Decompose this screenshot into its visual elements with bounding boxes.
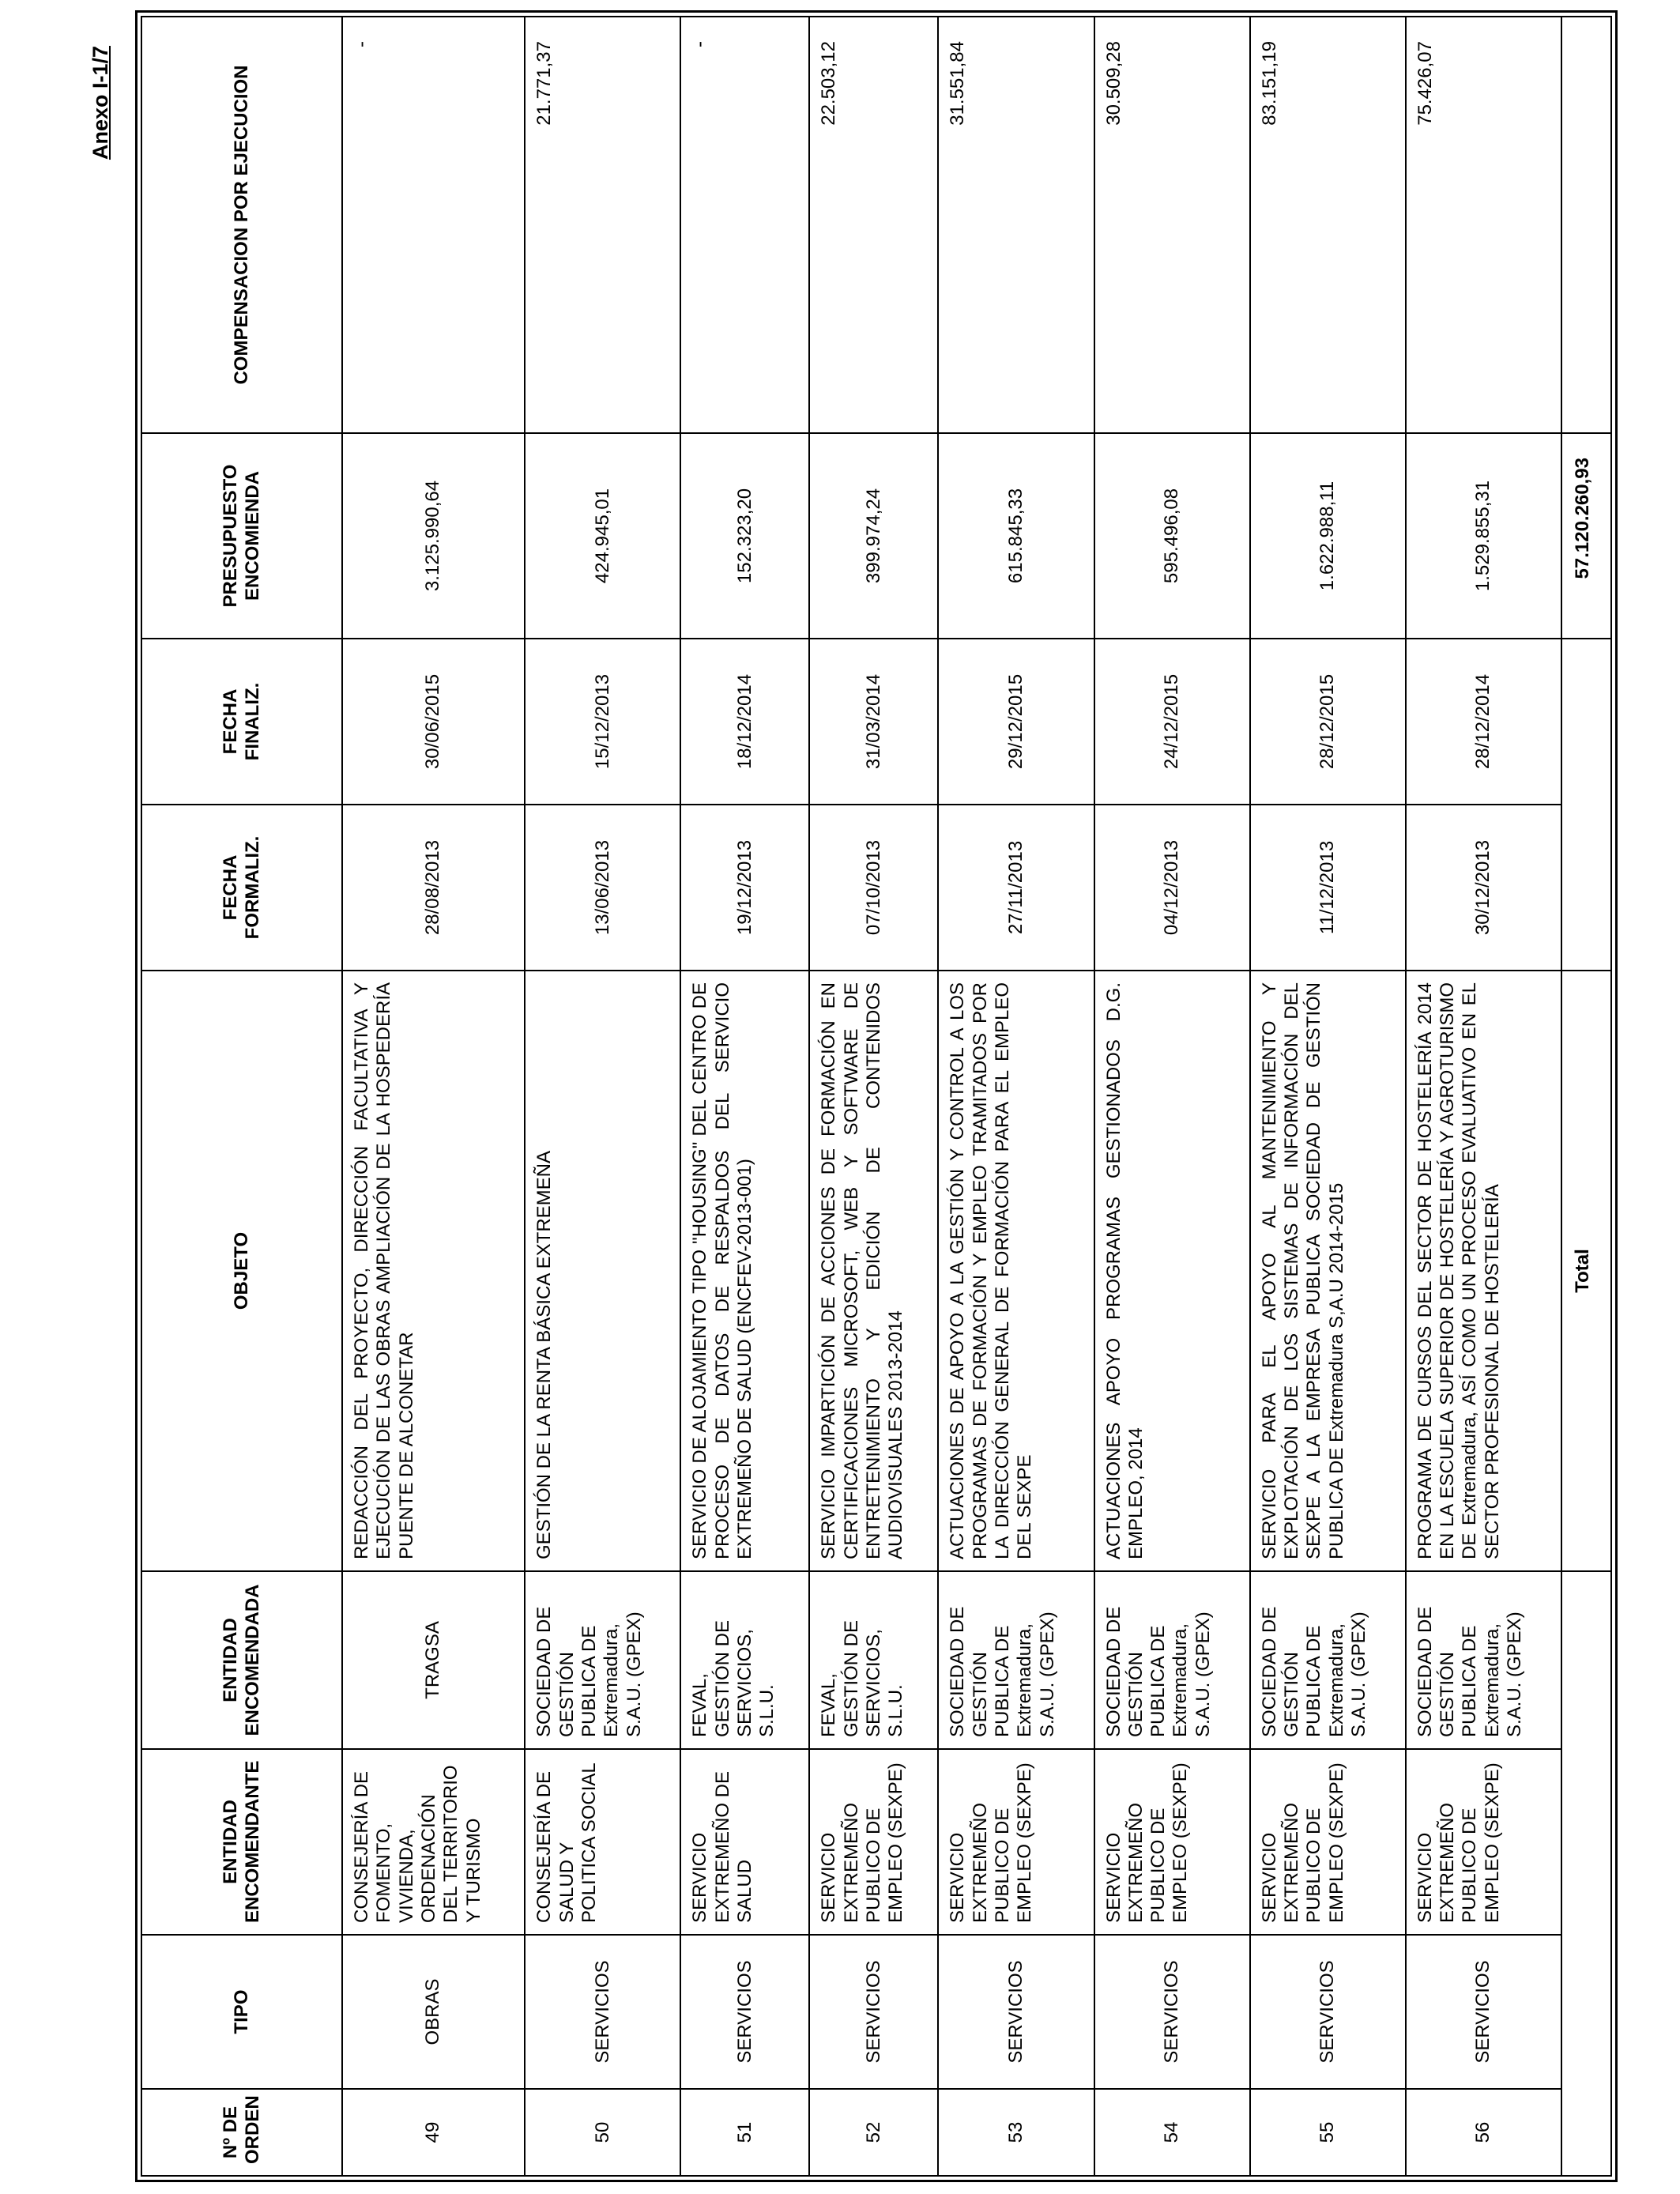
table-row [680, 17, 809, 2176]
cell-finaliz: 28/12/2014 [1406, 639, 1561, 805]
cell-encomendante: SERVICIO EXTREMEÑO PUBLICO DE EMPLEO (SEXPE) [809, 1749, 938, 1935]
cell-presupuesto: 615.845,33 [938, 433, 1094, 639]
cell-orden: 49 [342, 2089, 525, 2176]
table-row [342, 17, 525, 2176]
cell-encomendada: TRAGSA [342, 1571, 525, 1749]
cell-orden: 56 [1406, 2089, 1561, 2176]
cell-encomendada: FEVAL, GESTIÓN DE SERVICIOS, S.L.U. [680, 1571, 809, 1749]
cell-formaliz: 13/06/2013 [525, 805, 680, 971]
cell-encomendada: SOCIEDAD DE GESTIÓN PUBLICA DE Extremadura, S.A.U. (GPEX) [525, 1571, 680, 1749]
cell-orden: 50 [525, 2089, 680, 2176]
cell-finaliz: 24/12/2015 [1094, 639, 1250, 805]
cell-finaliz: 28/12/2015 [1250, 639, 1406, 805]
cell-compensacion: - [342, 17, 525, 433]
header-presupuesto: PRESUPUESTO ENCOMIENDA [141, 433, 342, 639]
cell-finaliz: 30/06/2015 [342, 639, 525, 805]
cell-encomendada: SOCIEDAD DE GESTIÓN PUBLICA DE Extremadura, S.A.U. (GPEX) [1250, 1571, 1406, 1749]
cell-finaliz: 29/12/2015 [938, 639, 1094, 805]
cell-compensacion: 83.151,19 [1250, 17, 1406, 433]
cell-compensacion: 30.509,28 [1094, 17, 1250, 433]
header-objeto: OBJETO [141, 971, 342, 1571]
cell-presupuesto: 1.529.855,31 [1406, 433, 1561, 639]
cell-encomendante: SERVICIO EXTREMEÑO PUBLICO DE EMPLEO (SEXPE) [1250, 1749, 1406, 1935]
cell-finaliz: 18/12/2014 [680, 639, 809, 805]
header-tipo: TIPO [141, 1935, 342, 2089]
cell-tipo: SERVICIOS [1094, 1935, 1250, 2089]
cell-formaliz: 07/10/2013 [809, 805, 938, 971]
encomiendas-table [141, 16, 1612, 2177]
table-row [809, 17, 938, 2176]
total-blank-right [1561, 17, 1611, 433]
cell-formaliz: 27/11/2013 [938, 805, 1094, 971]
cell-encomendada: SOCIEDAD DE GESTIÓN PUBLICA DE Extremadura, S.A.U. (GPEX) [938, 1571, 1094, 1749]
header-orden: Nº DE ORDEN [141, 2089, 342, 2176]
table-row [525, 17, 680, 2176]
cell-finaliz: 31/03/2014 [809, 639, 938, 805]
cell-tipo: SERVICIOS [1406, 1935, 1561, 2089]
total-row [1561, 17, 1611, 2176]
cell-formaliz: 30/12/2013 [1406, 805, 1561, 971]
cell-compensacion: 21.771,37 [525, 17, 680, 433]
table-row [1094, 17, 1250, 2176]
cell-objeto: ACTUACIONES DE APOYO A LA GESTIÓN Y CONTROL A LOS PROGRAMAS DE FORMACIÓN Y EMPLEO TRAMITADOS POR LA DIRECCIÓN GENERAL DE FORMACIÓN PARA EL EMPLEO DEL SEXPE [938, 971, 1094, 1571]
cell-finaliz: 15/12/2013 [525, 639, 680, 805]
header-formaliz: FECHA FORMALIZ. [141, 805, 342, 971]
header-finaliz: FECHA FINALIZ. [141, 639, 342, 805]
total-label: Total [1561, 971, 1611, 1571]
annex-label: Anexo I-1/7 [89, 46, 112, 160]
cell-encomendada: SOCIEDAD DE GESTIÓN PUBLICA DE Extremadura, S.A.U. (GPEX) [1406, 1571, 1561, 1749]
cell-formaliz: 19/12/2013 [680, 805, 809, 971]
table-row [938, 17, 1094, 2176]
cell-objeto: SERVICIO PARA EL APOYO AL MANTENIMIENTO Y EXPLOTACIÓN DE LOS SISTEMAS DE INFORMACIÓN DEL SEXPE A LA EMPRESA PUBLICA SOCIEDAD DE GESTIÓN PUBLICA DE Extremadura S,A.U 2014-2015 [1250, 971, 1406, 1571]
cell-orden: 52 [809, 2089, 938, 2176]
header-row [141, 17, 342, 2176]
cell-formaliz: 28/08/2013 [342, 805, 525, 971]
total-value: 57.120.260,93 [1561, 433, 1611, 639]
table-row [1250, 17, 1406, 2176]
cell-encomendante: SERVICIO EXTREMEÑO PUBLICO DE EMPLEO (SEXPE) [1094, 1749, 1250, 1935]
cell-tipo: OBRAS [342, 1935, 525, 2089]
cell-orden: 53 [938, 2089, 1094, 2176]
cell-encomendante: SERVICIO EXTREMEÑO PUBLICO DE EMPLEO (SEXPE) [1406, 1749, 1561, 1935]
cell-objeto: ACTUACIONES APOYO PROGRAMAS GESTIONADOS D.G. EMPLEO, 2014 [1094, 971, 1250, 1571]
cell-objeto: GESTIÓN DE LA RENTA BÁSICA EXTREMEÑA [525, 971, 680, 1571]
cell-encomendante: SERVICIO EXTREMEÑO PUBLICO DE EMPLEO (SEXPE) [938, 1749, 1094, 1935]
cell-presupuesto: 399.974,24 [809, 433, 938, 639]
cell-compensacion: 31.551,84 [938, 17, 1094, 433]
cell-objeto: SERVICIO DE ALOJAMIENTO TIPO "HOUSING" DEL CENTRO DE PROCESO DE DATOS DE RESPALDOS DEL SERVICIO EXTREMEÑO DE SALUD (ENCFEV-2013-001) [680, 971, 809, 1571]
cell-formaliz: 11/12/2013 [1250, 805, 1406, 971]
header-encomendante: ENTIDAD ENCOMENDANTE [141, 1749, 342, 1935]
cell-compensacion: 75.426,07 [1406, 17, 1561, 433]
cell-tipo: SERVICIOS [680, 1935, 809, 2089]
cell-compensacion: 22.503,12 [809, 17, 938, 433]
cell-orden: 54 [1094, 2089, 1250, 2176]
cell-presupuesto: 424.945,01 [525, 433, 680, 639]
cell-objeto: PROGRAMA DE CURSOS DEL SECTOR DE HOSTELERÍA 2014 EN LA ESCUELA SUPERIOR DE HOSTELERÍA Y AGROTURISMO DE Extremadura, ASÍ COMO UN PROCESO EVALUATIVO EN EL SECTOR PROFESIONAL DE HOSTELERÍA [1406, 971, 1561, 1571]
cell-tipo: SERVICIOS [809, 1935, 938, 2089]
cell-presupuesto: 3.125.990,64 [342, 433, 525, 639]
cell-tipo: SERVICIOS [1250, 1935, 1406, 2089]
cell-presupuesto: 595.496,08 [1094, 433, 1250, 639]
cell-orden: 55 [1250, 2089, 1406, 2176]
cell-encomendada: FEVAL, GESTIÓN DE SERVICIOS, S.L.U. [809, 1571, 938, 1749]
header-encomendada: ENTIDAD ENCOMENDADA [141, 1571, 342, 1749]
cell-objeto: SERVICIO IMPARTICIÓN DE ACCIONES DE FORMACIÓN EN CERTIFICACIONES MICROSOFT, WEB Y SOFTWARE DE ENTRETENIMIENTO Y EDICIÓN DE CONTENIDOS AUDIOVISUALES 2013-2014 [809, 971, 938, 1571]
cell-formaliz: 04/12/2013 [1094, 805, 1250, 971]
cell-tipo: SERVICIOS [938, 1935, 1094, 2089]
cell-encomendante: SERVICIO EXTREMEÑO DE SALUD [680, 1749, 809, 1935]
cell-presupuesto: 1.622.988,11 [1250, 433, 1406, 639]
cell-orden: 51 [680, 2089, 809, 2176]
cell-presupuesto: 152.323,20 [680, 433, 809, 639]
table-row [1406, 17, 1561, 2176]
cell-encomendante: CONSEJERÍA DE FOMENTO, VIVIENDA, ORDENACIÓN DEL TERRITORIO Y TURISMO [342, 1749, 525, 1935]
header-compensacion: COMPENSACION POR EJECUCION [141, 17, 342, 433]
cell-compensacion: - [680, 17, 809, 433]
cell-encomendante: CONSEJERÍA DE SALUD Y POLITICA SOCIAL [525, 1749, 680, 1935]
total-blank-left [1561, 1571, 1611, 2176]
total-blank-dates [1561, 639, 1611, 971]
cell-tipo: SERVICIOS [525, 1935, 680, 2089]
cell-encomendada: SOCIEDAD DE GESTIÓN PUBLICA DE Extremadura, S.A.U. (GPEX) [1094, 1571, 1250, 1749]
cell-objeto: REDACCIÓN DEL PROYECTO, DIRECCIÓN FACULTATIVA Y EJECUCIÓN DE LAS OBRAS AMPLIACIÓN DE LA HOSPEDERÍA PUENTE DE ALCONETAR [342, 971, 525, 1571]
